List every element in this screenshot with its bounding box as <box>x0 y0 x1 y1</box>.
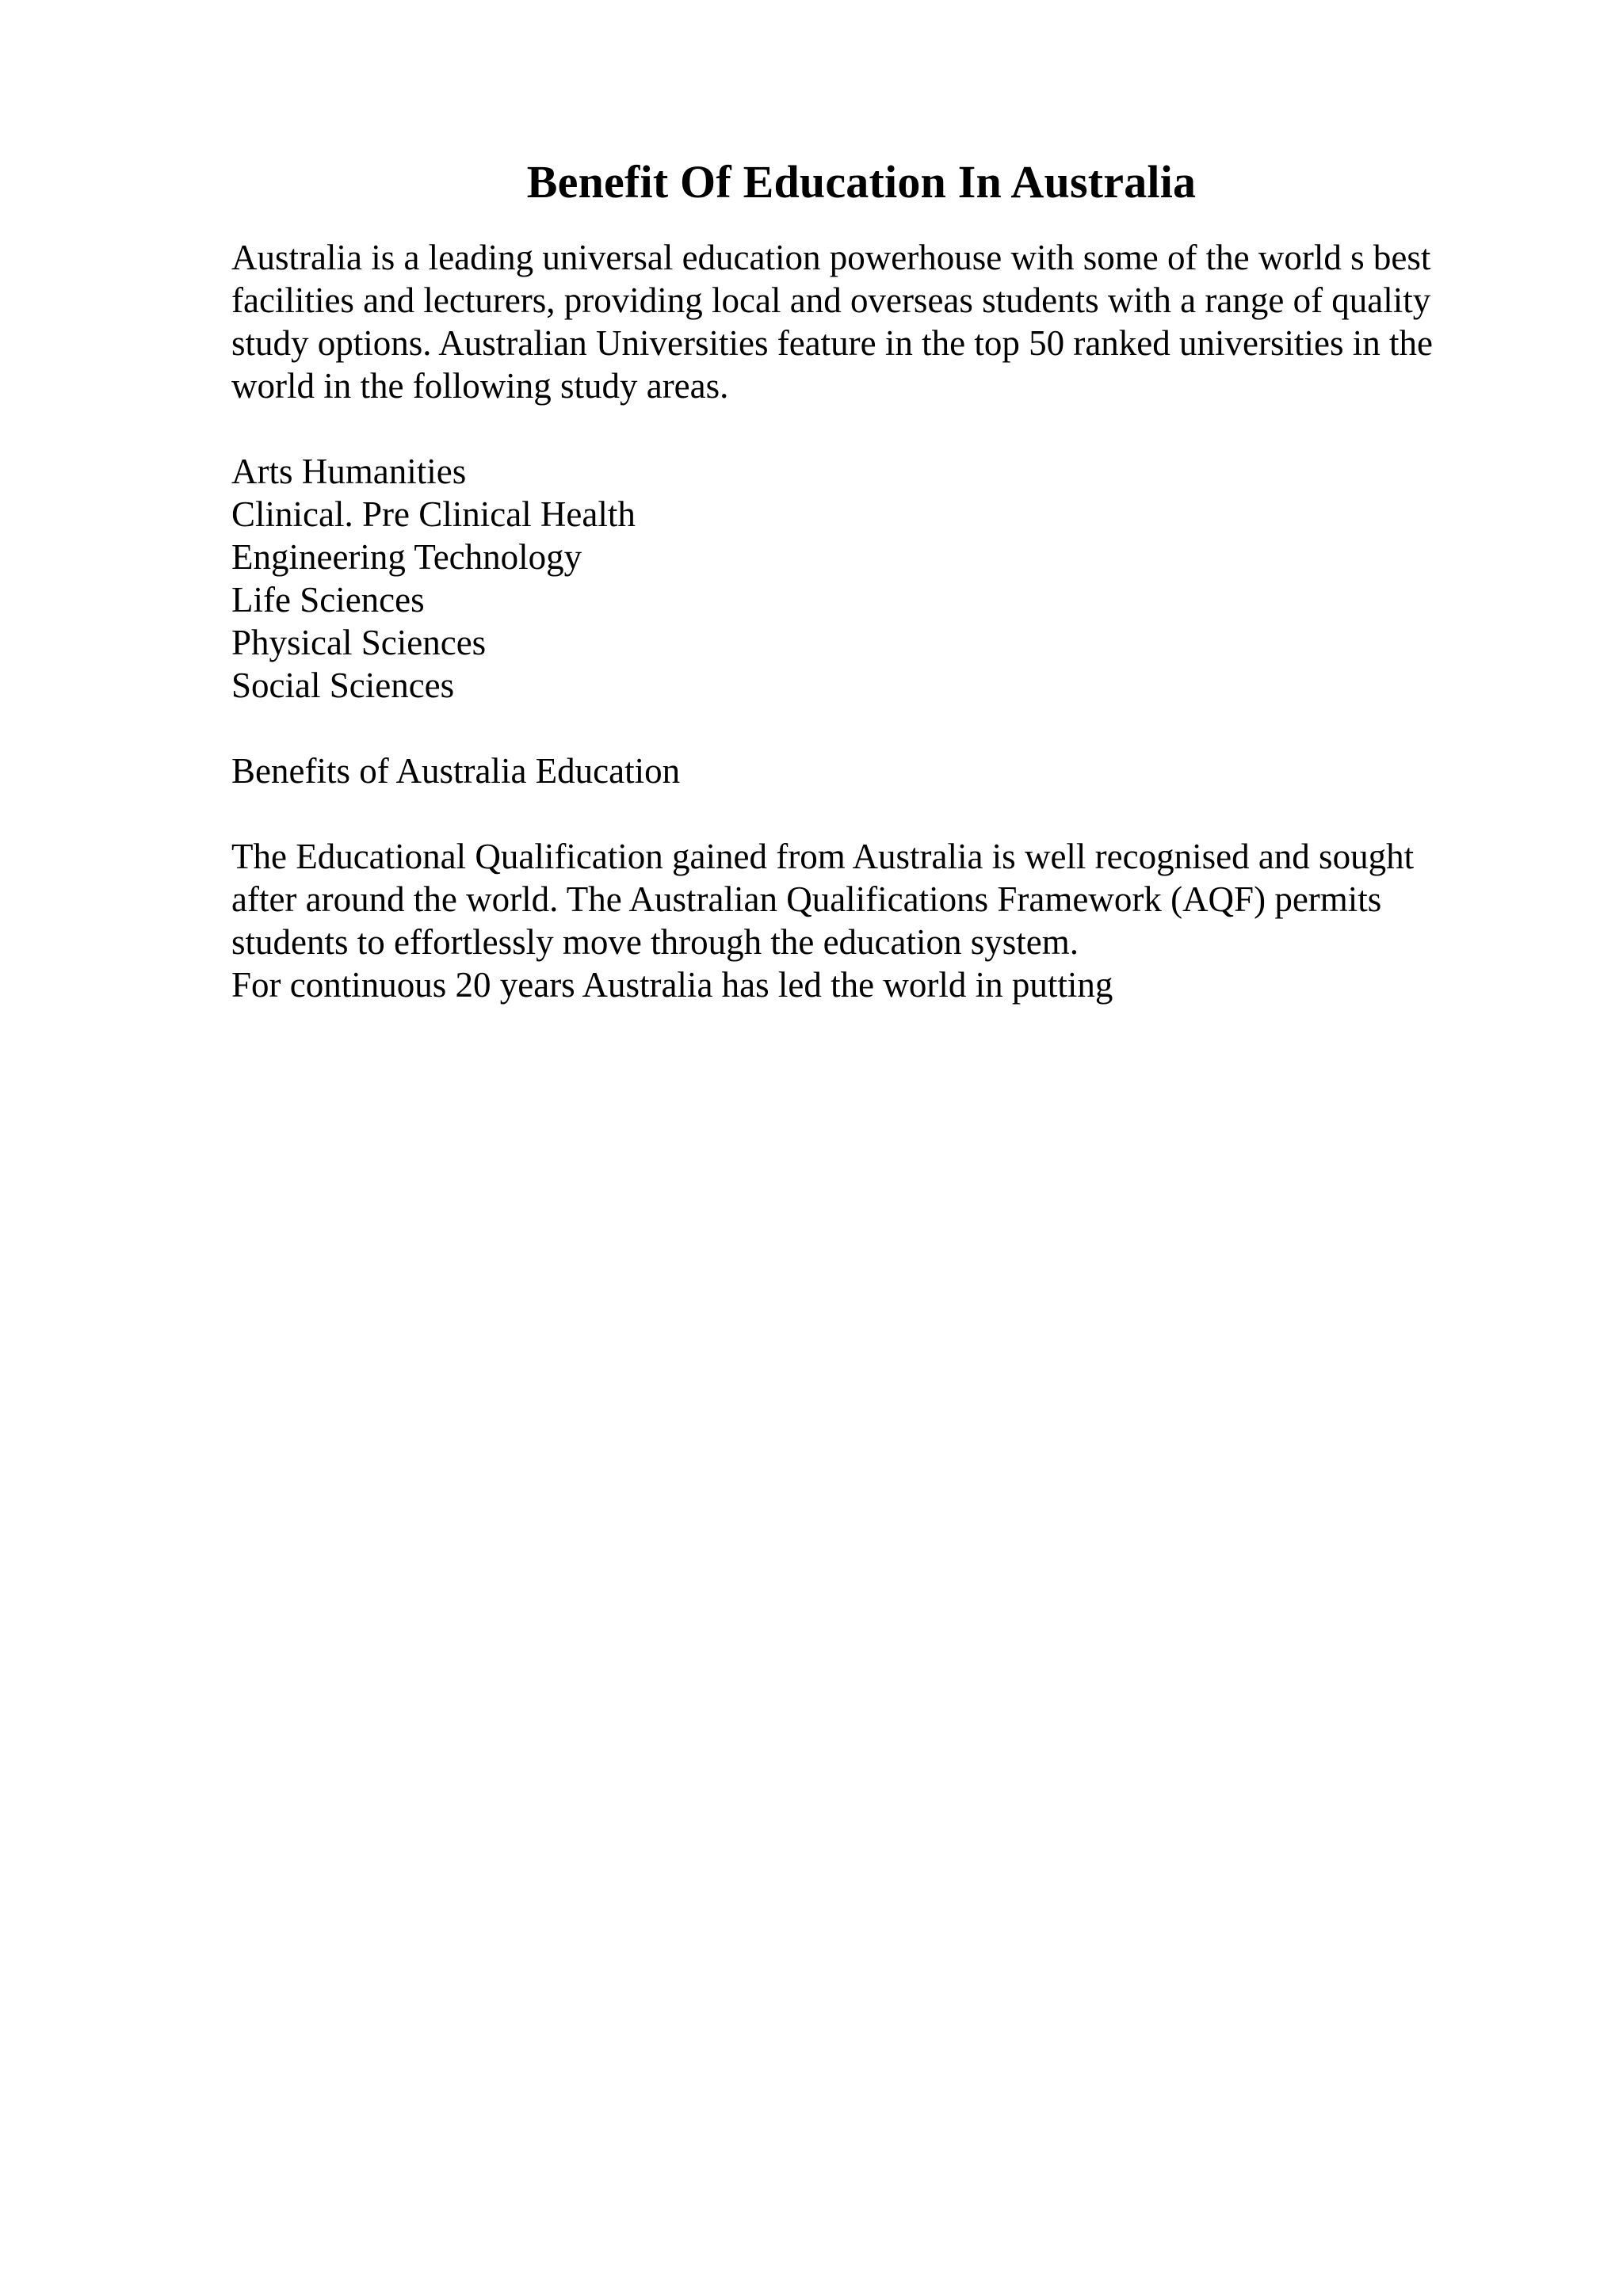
intro-paragraph <box>231 236 1491 407</box>
document-title: Benefit Of Education In Australia <box>526 156 1197 208</box>
study-area-item: Arts Humanities <box>231 452 467 491</box>
study-area-item: Engineering Technology <box>231 537 582 577</box>
intro-line: facilities and lecturers, providing local and overseas students with a range of quality <box>231 280 1431 320</box>
intro-line: Australia is a leading universal education powerhouse with some of the world s best <box>231 238 1431 277</box>
body-paragraph <box>231 835 1491 1006</box>
section-heading: Benefits of Australia Education <box>231 751 681 791</box>
intro-line: study options. Australian Universities feature in the top 50 ranked universities in the <box>231 323 1433 363</box>
body-line: The Educational Qualification gained from Australia is well recognised and sought <box>231 837 1415 876</box>
body-line: For continuous 20 years Australia has led the world in putting <box>231 965 1113 1005</box>
study-area-item: Physical Sciences <box>231 623 487 662</box>
body-line: students to effortlessly move through the education system. <box>231 922 1079 962</box>
study-area-item: Social Sciences <box>231 666 455 705</box>
study-areas-list <box>231 450 1491 707</box>
body-line: after around the world. The Australian Qualifications Framework (AQF) permits <box>231 879 1382 919</box>
intro-line: world in the following study areas. <box>231 366 729 406</box>
document-content <box>231 151 1491 1006</box>
study-area-item: Clinical. Pre Clinical Health <box>231 494 636 534</box>
study-area-item: Life Sciences <box>231 580 425 620</box>
